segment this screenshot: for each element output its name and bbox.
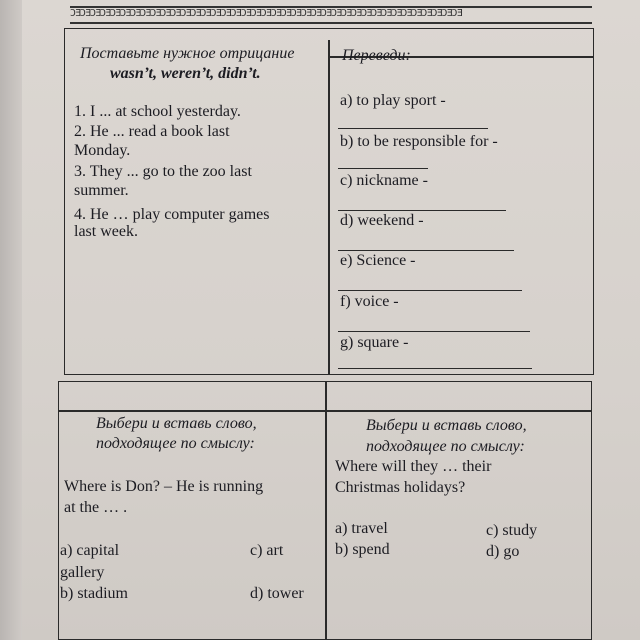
answer-blank — [338, 168, 428, 169]
decorative-border: ƆƎƆƎƆƎƆƎƆƎƆƎƆƎƆƎƆƎƆƎƆƎƆƎƆƎƆƎƆƎƆƎƆƎƆƎƆƎƆƎƆƎƆƎƆƎƆƎƆƎƆƎƆƎƆƎƆƎƆƎƆƎƆƎƆƎƆƎƆƎƆƎƆƎƆƎƆƎ — [70, 6, 592, 24]
answer-option: gallery — [60, 564, 105, 581]
card-bottom-divider — [325, 382, 327, 640]
answer-option: d) go — [486, 543, 520, 560]
question-text: Where is Don? – He is running — [64, 478, 264, 495]
answer-option: b) spend — [335, 541, 390, 558]
translate-task-title: Переведи: — [342, 47, 411, 64]
answer-option: a) capital — [60, 542, 120, 559]
answer-option: c) study — [486, 522, 538, 539]
question-text: at the … . — [64, 499, 128, 516]
choose-word-title: подходящее по смыслу: — [96, 435, 255, 452]
answer-option: c) art — [250, 542, 284, 559]
answer-blank — [338, 128, 488, 129]
page-binding-edge — [0, 0, 22, 640]
negation-line: 1. I ... at school yesterday. — [74, 103, 241, 120]
answer-blank — [338, 368, 532, 369]
choose-word-title: Выбери и вставь слово, — [96, 415, 257, 432]
translate-item: g) square - — [340, 334, 409, 351]
translate-item: c) nickname - — [340, 172, 428, 189]
choose-word-title: Выбери и вставь слово, — [366, 417, 527, 434]
translate-item: a) to play sport - — [340, 92, 446, 109]
negation-task-title: Поставьте нужное отрицание — [80, 45, 295, 62]
negation-line: summer. — [74, 182, 129, 199]
choose-word-title: подходящее по смыслу: — [366, 438, 525, 455]
negation-line: Monday. — [74, 142, 131, 159]
negation-task-words: wasn’t, weren’t, didn’t. — [110, 65, 261, 82]
answer-blank — [338, 290, 522, 291]
translate-item: e) Science - — [340, 252, 416, 269]
answer-option: b) stadium — [60, 585, 128, 602]
translate-item: f) voice - — [340, 293, 399, 310]
question-text: Where will they … their — [335, 458, 492, 475]
negation-line: last week. — [74, 223, 138, 240]
answer-option: a) travel — [335, 520, 388, 537]
negation-line: 4. He … play computer games — [74, 206, 270, 223]
negation-line: 3. They ... go to the zoo last — [74, 163, 252, 180]
question-text: Christmas holidays? — [335, 479, 466, 496]
answer-option: d) tower — [250, 585, 304, 602]
translate-item: d) weekend - — [340, 212, 424, 229]
translate-item: b) to be responsible for - — [340, 133, 498, 150]
card-top-divider — [328, 40, 330, 375]
answer-blank — [338, 331, 530, 332]
negation-line: 2. He ... read a book last — [74, 123, 230, 140]
